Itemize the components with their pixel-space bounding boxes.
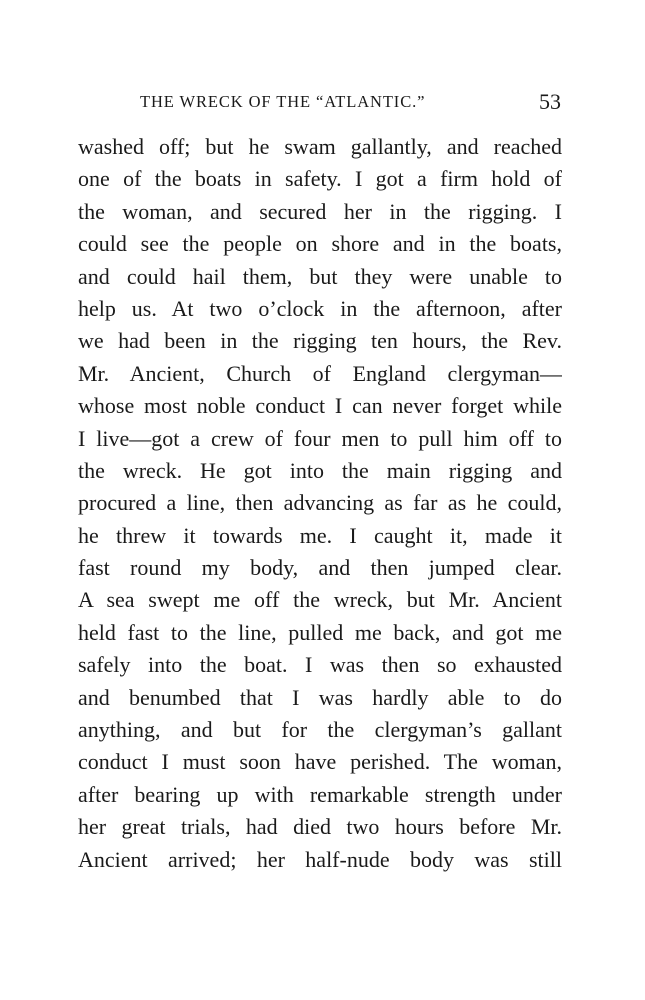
text-line: safely into the boat. I was then so exhausted (78, 652, 562, 678)
text-line: procured a line, then advancing as far as he could, (78, 490, 562, 516)
text-line: held fast to the line, pulled me back, and got me (78, 619, 562, 645)
text-line: one of the boats in safety. I got a firm hold of (78, 166, 562, 192)
text-line: and benumbed that I was hardly able to do (78, 684, 562, 710)
text-line: after bearing up with remarkable strength under (78, 781, 562, 807)
text-line: we had been in the rigging ten hours, the Rev. (78, 328, 562, 354)
text-line: I live—got a crew of four men to pull him off to (78, 425, 562, 451)
text-line: conduct I must soon have perished. The woman, (78, 749, 562, 775)
text-line: help us. At two o’clock in the afternoon, after (78, 295, 562, 321)
running-head (0, 89, 645, 116)
text-line: anything, and but for the clergyman’s gallant (78, 717, 562, 743)
text-line: the woman, and secured her in the rigging. I (78, 198, 562, 224)
text-line: washed off; but he swam gallantly, and reached (78, 134, 562, 159)
text-line: her great trials, had died two hours before Mr. (78, 814, 562, 840)
text-line: fast round my body, and then jumped clear. (78, 555, 562, 581)
body-text (78, 131, 562, 876)
text-line: and could hail them, but they were unable to (78, 263, 562, 289)
running-head-title: THE WRECK OF THE “ATLANTIC.” (140, 92, 426, 111)
text-line: could see the people on shore and in the boats, (78, 231, 562, 257)
text-line: Ancient arrived; her half-nude body was still (78, 846, 562, 872)
text-line: he threw it towards me. I caught it, made it (78, 522, 562, 548)
page-number: 53 (539, 89, 561, 114)
text-line: whose most noble conduct I can never forget while (78, 393, 562, 419)
text-line: the wreck. He got into the main rigging and (78, 457, 562, 483)
text-line: Mr. Ancient, Church of England clergyman— (78, 360, 562, 386)
text-line: A sea swept me off the wreck, but Mr. Ancient (78, 587, 562, 613)
